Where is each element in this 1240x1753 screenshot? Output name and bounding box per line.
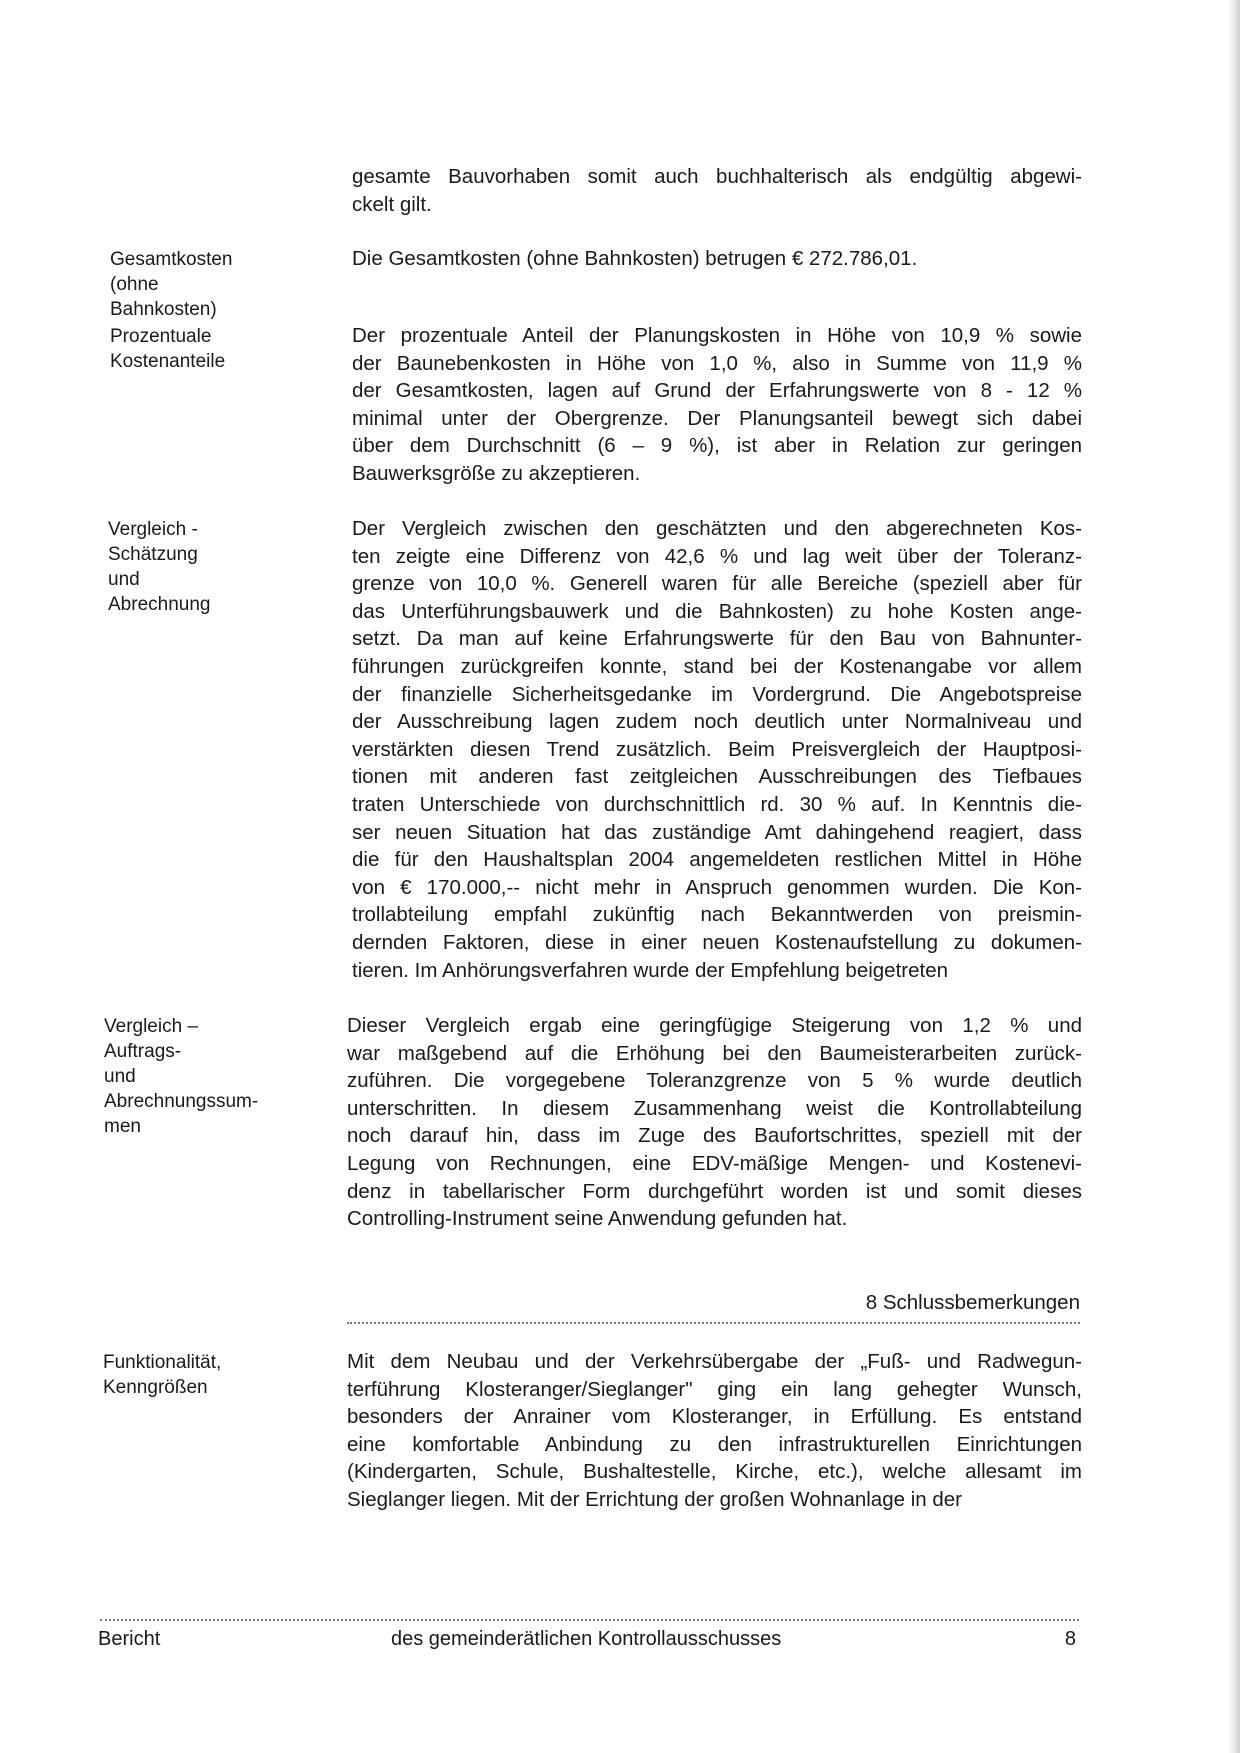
paragraph-line: ser neuen Situation hat das zuständige Amt dahingehend reagiert, dass: [352, 820, 1082, 844]
paragraph-line: Dieser Vergleich ergab eine geringfügige Steigerung von 1,2 % und: [347, 1014, 1082, 1037]
paragraph-line: Controlling-Instrument seine Anwendung gefunden hat.: [347, 1207, 848, 1231]
paragraph-line: eine komfortable Anbindung zu den infrastrukturellen Einrichtungen: [347, 1432, 1082, 1456]
margin-label-line: Funktionalität,: [103, 1352, 222, 1373]
paragraph-line: dernden Faktoren, diese in einer neuen Kostenaufstellung zu dokumen-: [352, 930, 1082, 954]
paragraph-line: terführung Klosteranger/Sieglanger" ging ein lang gehegter Wunsch,: [347, 1377, 1082, 1401]
paragraph-line: besonders der Anrainer vom Klosteranger, in Erfüllung. Es entstand: [347, 1405, 1082, 1429]
paragraph-line: grenze von 10,0 %. Generell waren für alle Bereiche (speziell aber für: [352, 572, 1082, 596]
margin-label: [108, 517, 210, 617]
paragraph-line: Mit dem Neubau und der Verkehrsübergabe der „Fuß- und Radwegun-: [347, 1350, 1082, 1373]
paragraph-line: die für den Haushaltsplan 2004 angemeldeten restlichen Mittel in Höhe: [352, 848, 1082, 872]
paragraph-line: führungen zurückgreifen konnte, stand bei der Kostenangabe vor allem: [352, 654, 1082, 678]
paragraph-line: der finanzielle Sicherheitsgedanke im Vordergrund. Die Angebotspreise: [352, 682, 1082, 706]
margin-label-line: Prozentuale: [110, 326, 212, 347]
margin-label-line: (ohne Bahnkosten): [110, 274, 217, 320]
paragraph: [352, 515, 1082, 984]
footer-rule: [100, 1619, 1079, 1621]
scan-edge: [1228, 0, 1240, 1753]
paragraph-line: traten Unterschiede von durchschnittlich rd. 30 % auf. In Kenntnis die-: [352, 792, 1082, 816]
paragraph-line: tieren. Im Anhörungsverfahren wurde der Empfehlung beigetreten: [352, 958, 949, 982]
paragraph-line: ten zeigte eine Differenz von 42,6 % und lag weit über der Toleranz-: [352, 544, 1082, 568]
footer-left: Bericht: [98, 1628, 161, 1650]
margin-label: [110, 324, 225, 374]
paragraph-line: (Kindergarten, Schule, Bushaltestelle, Kirche, etc.), welche allesamt im: [347, 1460, 1082, 1484]
margin-label-line: men: [104, 1116, 141, 1137]
paragraph-line: Der prozentuale Anteil der Planungskosten in Höhe von 10,9 % sowie: [352, 324, 1082, 347]
paragraph-line: der Gesamtkosten, lagen auf Grund der Erfahrungswerte von 8 - 12 %: [352, 379, 1082, 403]
heading-rule: [347, 1322, 1080, 1324]
margin-label-line: und Abrechnungssum-: [104, 1066, 259, 1112]
margin-label-line: und Abrechnung: [108, 569, 211, 615]
margin-label: [104, 1014, 258, 1139]
paragraph-line: Der Vergleich zwischen den geschätzten und den abgerechneten Kos-: [352, 517, 1082, 540]
paragraph-line: gesamte Bauvorhaben somit auch buchhalterisch als endgültig abgewi-: [352, 165, 1082, 188]
footer-center: des gemeinderätlichen Kontrollausschusses: [391, 1628, 782, 1650]
paragraph-line: der Ausschreibung lagen zudem noch deutlich unter Normalniveau und: [352, 710, 1082, 734]
margin-label: [110, 247, 233, 322]
paragraph-line: von € 170.000,-- nicht mehr in Anspruch genommen wurden. Die Kon-: [352, 875, 1082, 899]
paragraph-line: setzt. Da man auf keine Erfahrungswerte für den Bau von Bahnunter-: [352, 627, 1082, 651]
chapter-heading: 8 Schlussbemerkungen: [865, 1291, 1080, 1314]
margin-label: [103, 1350, 221, 1400]
paragraph: [352, 245, 1082, 273]
paragraph-line: trollabteilung empfahl zukünftig nach Bekanntwerden von preismin-: [352, 903, 1082, 927]
margin-label-line: Vergleich - Schätzung: [108, 519, 198, 565]
paragraph-line: zuführen. Die vorgegebene Toleranzgrenze von 5 % wurde deutlich: [347, 1069, 1082, 1093]
margin-label-line: Vergleich – Auftrags-: [104, 1016, 199, 1062]
page-number: 8: [1064, 1628, 1076, 1650]
paragraph-line: der Baunebenkosten in Höhe von 1,0 %, also in Summe von 11,9 %: [352, 351, 1082, 375]
margin-label-line: Gesamtkosten: [110, 249, 233, 270]
paragraph: [347, 1012, 1082, 1233]
paragraph-line: minimal unter der Obergrenze. Der Planungsanteil bewegt sich dabei: [352, 406, 1082, 430]
paragraph-line: Die Gesamtkosten (ohne Bahnkosten) betrugen € 272.786,01.: [352, 247, 918, 270]
paragraph: [347, 1348, 1082, 1514]
paragraph-line: das Unterführungsbauwerk und die Bahnkosten) zu hohe Kosten ange-: [352, 599, 1082, 623]
paragraph-line: war maßgebend auf die Erhöhung bei den Baumeisterarbeiten zurück-: [347, 1041, 1082, 1065]
paragraph-line: über dem Durchschnitt (6 – 9 %), ist aber in Relation zur geringen: [352, 434, 1082, 458]
paragraph: [352, 322, 1082, 488]
paragraph-line: Legung von Rechnungen, eine EDV-mäßige Mengen- und Kostenevi-: [347, 1151, 1082, 1175]
paragraph-line: ckelt gilt.: [352, 192, 432, 216]
paragraph-line: tionen mit anderen fast zeitgleichen Ausschreibungen des Tiefbaues: [352, 765, 1082, 789]
paragraph-line: unterschritten. In diesem Zusammenhang weist die Kontrollabteilung: [347, 1096, 1082, 1120]
margin-label-line: Kostenanteile: [110, 351, 226, 372]
paragraph: [352, 163, 1082, 218]
paragraph-line: noch darauf hin, dass im Zuge des Baufortschrittes, speziell mit der: [347, 1124, 1082, 1148]
margin-label-line: Kenngrößen: [103, 1377, 208, 1398]
paragraph-line: verstärkten diesen Trend zusätzlich. Beim Preisvergleich der Hauptposi-: [352, 737, 1082, 761]
paragraph-line: denz in tabellarischer Form durchgeführt worden ist und somit dieses: [347, 1179, 1082, 1203]
paragraph-line: Bauwerksgröße zu akzeptieren.: [352, 461, 641, 485]
paragraph-line: Sieglanger liegen. Mit der Errichtung der großen Wohnanlage in der: [347, 1487, 962, 1511]
